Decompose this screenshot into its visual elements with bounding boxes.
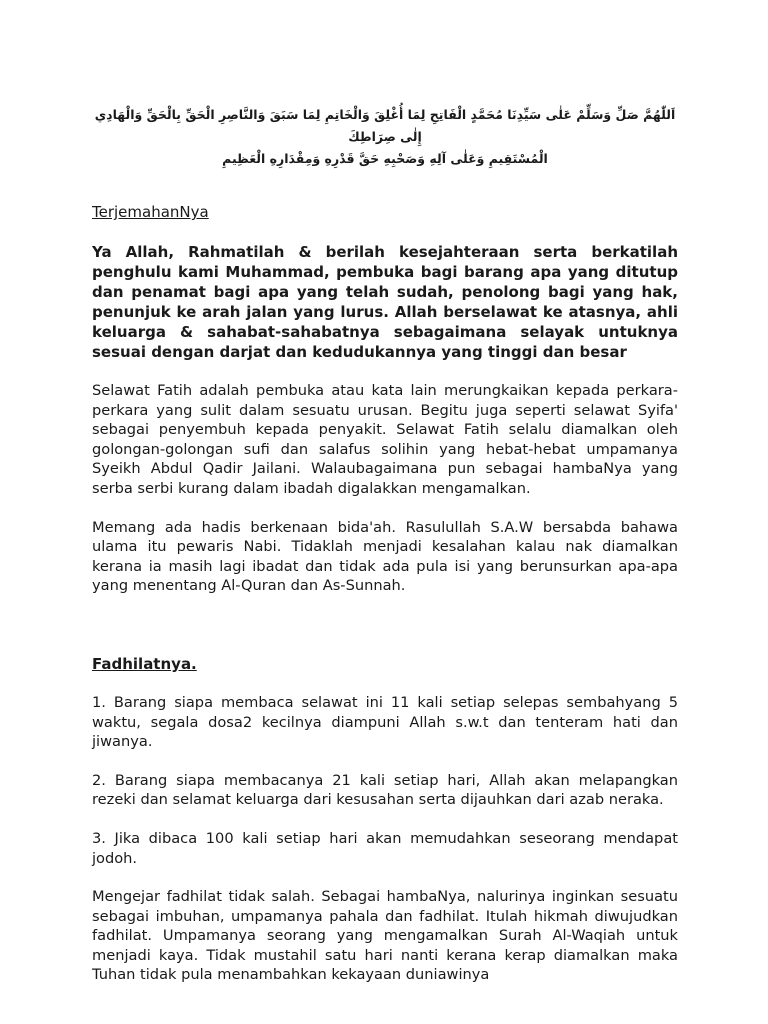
list-item-1: 1. Barang siapa membaca selawat ini 11 kali setiap selepas sembahyang 5 waktu, segala dosa2 kecilnya diampuni Allah s.w.t dan tenteram hati dan jiwanya. [92,693,678,751]
arabic-line-2: الْمُسْتَقِيمِ وَعَلٰى آلِهِ وَصَحْبِهِ حَقَّ قَدْرِهِ وَمِقْدَارِهِ الْعَظِيمِ [222,151,548,166]
arabic-line-1: اَللّٰهُمَّ صَلِّ وَسَلِّمْ عَلٰى سَيِّدِنَا مُحَمَّدٍ الْفَاتِحِ لِمَا أُغْلِقَ وَالْخَاتِمِ لِمَا سَبَقَ وَالنَّاصِرِ الْحَقِّ بِالْحَقِّ وَالْهَادِي إِلٰى صِرَاطِكَ [94,107,676,144]
arabic-prayer [84,104,686,170]
heading-fadhilat: Fadhilatnya. [92,654,197,673]
paragraph-hadis: Memang ada hadis berkenaan bida'ah. Rasulullah S.A.W bersabda bahawa ulama itu pewaris Nabi. Tidaklah menjadi kesalahan kalau nak diamalkan kerana ia masih lagi ibadat dan tidak ada pula isi yang berunsurkan apa-apa yang menentang Al-Quran dan As-Sunnah. [92,518,678,595]
list-item-3: 3. Jika dibaca 100 kali setiap hari akan memudahkan seseorang mendapat jodoh. [92,829,678,867]
list-item-2: 2. Barang siapa membacanya 21 kali setiap hari, Allah akan melapangkan rezeki dan selamat keluarga dari kesusahan serta dijauhkan dari azab neraka. [92,771,678,809]
paragraph-mengejar-fadhilat: Mengejar fadhilat tidak salah. Sebagai hambaNya, nalurinya inginkan sesuatu sebagai imbuhan, umpamanya pahala dan fadhilat. Itulah hikmah diwujudkan fadhilat. Umpamanya seorang yang mengamalkan Surah Al-Waqiah untuk menjadi kaya. Tidak mustahil satu hari nanti kerana kerap diamalkan maka Tuhan tidak pula menambahkan kekayaan duniawinya [92,888,678,984]
document-page [92,104,678,985]
heading-terjemahan: TerjemahanNya [92,203,209,221]
translation-paragraph: Ya Allah, Rahmatilah & berilah kesejahteraan serta berkatilah penghulu kami Muhammad, pembuka bagi barang apa yang ditutup dan penamat bagi apa yang telah sudah, penolong bagi yang hak, penunjuk ke arah jalan yang lurus. Allah berselawat ke atasnya, ahli keluarga & sahabat-sahabatnya sebagaimana selayak untuknya sesuai dengan darjat dan kedudukannya yang tinggi dan besar [92,243,678,361]
paragraph-selawat-fatih: Selawat Fatih adalah pembuka atau kata lain merungkaikan kepada perkara-perkara yang sulit dalam sesuatu urusan. Begitu juga seperti selawat Syifa' sebagai penyembuh kepada penyakit. Selawat Fatih selalu diamalkan oleh golongan-golongan sufi dan salafus solihin yang hebat-hebat umpamanya Syeikh Abdul Qadir Jailani. Walaubagaimana pun sebagai hambaNya yang serba serbi kurang dalam ibadah digalakkan mengamalkan. [92,382,678,497]
